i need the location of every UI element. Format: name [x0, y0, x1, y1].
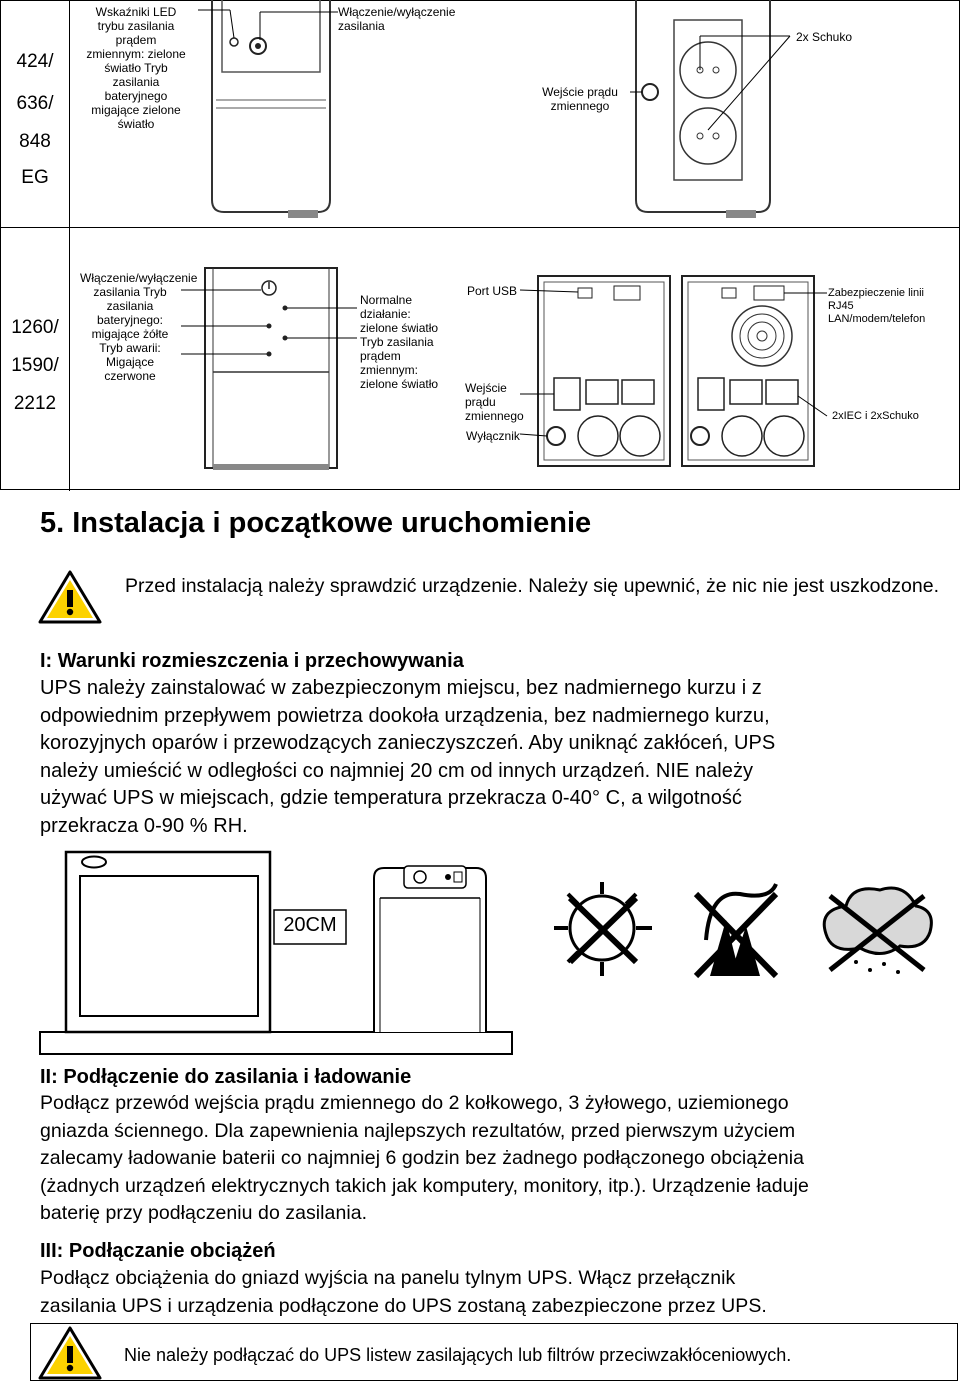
- normal-operation-label: Normalne działanie: zielone światło Tryb zasilania prądem zmiennym: zielone światło: [360, 293, 439, 391]
- part1-paragraph: [40, 675, 940, 840]
- section-title: 5. Instalacja i początkowe uruchomienie: [40, 507, 592, 539]
- ups-large-rear-illustration-1: [538, 276, 678, 468]
- ups-large-front-illustration: [205, 268, 345, 473]
- part3-paragraph: [40, 1265, 950, 1320]
- ac-input-label-2: Wejście prądu zmiennego: [465, 381, 524, 423]
- model-848: 848: [19, 131, 51, 152]
- part3-line: zasilania UPS i urządzenia podłączone do UPS zostaną zabezpieczone przez UPS.: [40, 1294, 767, 1317]
- breaker-label: Wyłącznik: [466, 429, 520, 443]
- table-column-divider: [69, 1, 70, 491]
- part1-heading: I: Warunki rozmieszczenia i przechowywania: [40, 650, 464, 672]
- usb-port-label: Port USB: [467, 284, 518, 298]
- warning-intro-text: Przed instalacją należy sprawdzić urządzenie. Należy się upewnić, że nic nie jest uszkodzone.: [125, 575, 939, 597]
- part2-line: zalecamy ładowanie baterii co najmniej 6 godzin bez żadnego podłączonego obciążenia: [40, 1147, 805, 1169]
- front-status-label: Włączenie/wyłączenie zasilania Tryb zasilania bateryjnego: migające żółte Tryb awarii: Migające czerwone: [80, 271, 198, 383]
- warning-box-text: Nie należy podłączać do UPS listew zasilających lub filtrów przeciwzakłóceniowych.: [124, 1345, 792, 1365]
- model-eg: EG: [21, 167, 49, 188]
- no-fire-icon: [680, 880, 790, 980]
- no-sunlight-icon: [540, 880, 670, 980]
- model-1260: 1260/: [11, 317, 59, 338]
- part1-line: odpowiednim przepływem powietrza dookoła urządzenia, bez nadmiernego kurzu,: [40, 704, 770, 727]
- led-indicator-label: Wskaźniki LED trybu zasilania prądem zmiennym: zielone światło Tryb zasilania bateryjnego migające zielone światło: [86, 5, 186, 131]
- part2-line: Podłącz przewód wejścia prądu zmiennego do 2 kołkowego, 3 żyłowego, uziemionego: [40, 1092, 789, 1114]
- part2-heading: II: Podłączenie do zasilania i ładowanie: [40, 1066, 412, 1088]
- part1-line: należy umieścić w odległości co najmniej 20 cm od innych urządzeń. NIE należy: [40, 759, 754, 782]
- model-424: 424/: [16, 51, 54, 72]
- model-2212: 2212: [13, 393, 57, 414]
- model-636: 636/: [16, 93, 54, 114]
- part1-line: korozyjnych oparów i przewodzących zanieczyszczeń. Aby uniknąć zakłóceń, UPS: [40, 732, 776, 754]
- schuko-outlets-label: 2x Schuko: [796, 30, 853, 44]
- table-row-divider: [1, 227, 960, 228]
- placement-illustration: [38, 848, 518, 1058]
- warning-icon: [38, 1326, 102, 1380]
- part1-line: używać UPS w miejscach, gdzie temperatura przekracza 0-40° C, a wilgotność: [40, 787, 742, 809]
- no-rain-icon: [812, 880, 942, 980]
- part1-line: przekracza 0-90 % RH.: [40, 814, 248, 837]
- iec-schuko-label: 2xIEC i 2xSchuko: [832, 410, 919, 422]
- part2-line: baterię przy podłączeniu do zasilania.: [40, 1202, 368, 1224]
- part1-line: UPS należy zainstalować w zabezpieczonym miejscu, bez nadmiernego kurzu i z: [40, 677, 762, 699]
- ups-large-rear-illustration-2: [682, 276, 832, 468]
- model-1590: 1590/: [11, 355, 59, 376]
- power-switch-label: Włączenie/wyłączenie zasilania: [338, 5, 456, 33]
- part3-heading: III: Podłączanie obciążeń: [40, 1240, 276, 1262]
- ups-front-illustration: [208, 0, 338, 220]
- part2-paragraph: [40, 1090, 950, 1228]
- ac-input-label: Wejście prądu zmiennego: [542, 85, 618, 113]
- rj45-protection-label: Zabezpieczenie linii RJ45 LAN/modem/telefon: [828, 287, 926, 325]
- warning-icon: [38, 570, 102, 624]
- distance-label: 20CM: [283, 914, 337, 936]
- part3-line: Podłącz obciążenia do gniazd wyjścia na panelu tylnym UPS. Włącz przełącznik: [40, 1267, 736, 1289]
- part2-line: gniazda ściennego. Dla zapewnienia najlepszych rezultatów, przed pierwszym użyciem: [40, 1119, 796, 1142]
- ups-rear-illustration: [630, 0, 780, 220]
- part2-line: (żadnych urządzeń elektrycznych takich jak komputery, monitory, itp.). Urządzenie ładuje: [40, 1174, 809, 1197]
